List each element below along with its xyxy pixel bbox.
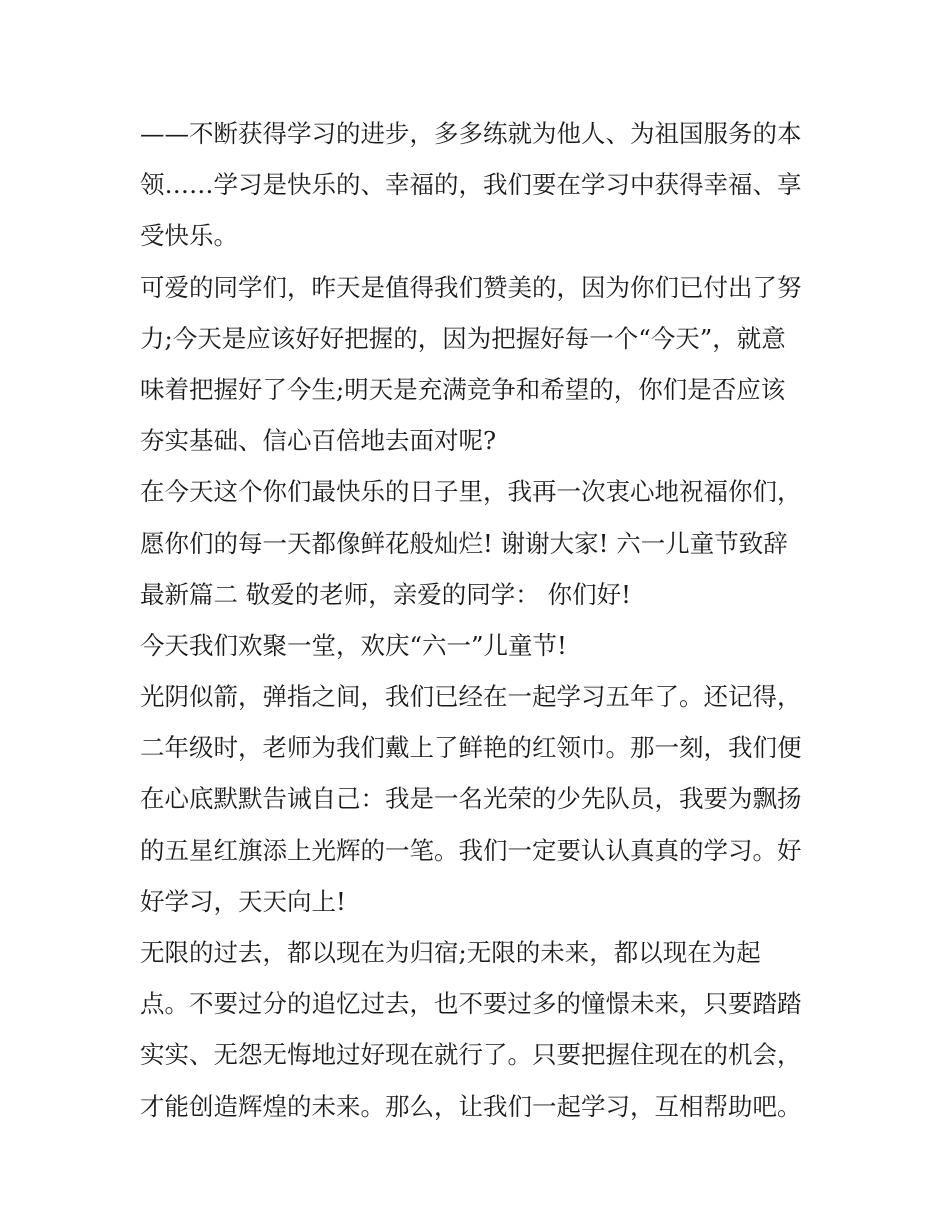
text-line: 力;今天是应该好好把握的，因为把握好每一个“今天”，就意: [140, 323, 786, 353]
text-line: 愿你们的每一天都像鲜花般灿烂! 谢谢大家! 六一儿童节致辞: [140, 528, 788, 558]
text-line: 最新篇二 敬爱的老师，亲爱的同学： 你们好!: [140, 579, 631, 609]
text-line: 点。不要过分的追忆过去，也不要过多的憧憬未来，只要踏踏: [140, 989, 802, 1019]
text-line: ——不断获得学习的进步，多多练就为他人、为祖国服务的本: [140, 119, 802, 148]
text-line: 好学习，天天向上!: [140, 886, 346, 916]
text-line: 今天我们欢聚一堂，欢庆“六一”儿童节!: [140, 630, 567, 660]
text-line: 光阴似箭，弹指之间，我们已经在一起学习五年了。还记得，: [140, 682, 802, 712]
text-line: 的五星红旗添上光辉的一笔。我们一定要认认真真的学习。好: [140, 835, 802, 865]
text-line: 可爱的同学们，昨天是值得我们赞美的，因为你们已付出了努: [140, 272, 802, 302]
text-line: 无限的过去，都以现在为归宿;无限的未来，都以现在为起: [140, 938, 761, 967]
text-line: 在今天这个你们最快乐的日子里，我再一次衷心地祝福你们，: [140, 477, 802, 507]
text-line: 在心底默默告诫自己：我是一名光荣的少先队员，我要为飘扬: [140, 784, 802, 814]
text-line: 夯实基础、信心百倍地去面对呢?: [140, 426, 497, 456]
text-line: 领……学习是快乐的、幸福的，我们要在学习中获得幸福、享: [140, 170, 802, 200]
text-line: 受快乐。: [140, 221, 238, 251]
body-text: [140, 108, 820, 1132]
text-line: 才能创造辉煌的未来。那么，让我们一起学习，互相帮助吧。: [140, 1091, 802, 1121]
text-line: 味着把握好了今生;明天是充满竞争和希望的，你们是否应该: [140, 374, 786, 404]
text-line: 二年级时，老师为我们戴上了鲜艳的红领巾。那一刻，我们便: [140, 733, 802, 763]
text-line: 实实、无怨无悔地过好现在就行了。只要把握住现在的机会，: [140, 1040, 802, 1070]
